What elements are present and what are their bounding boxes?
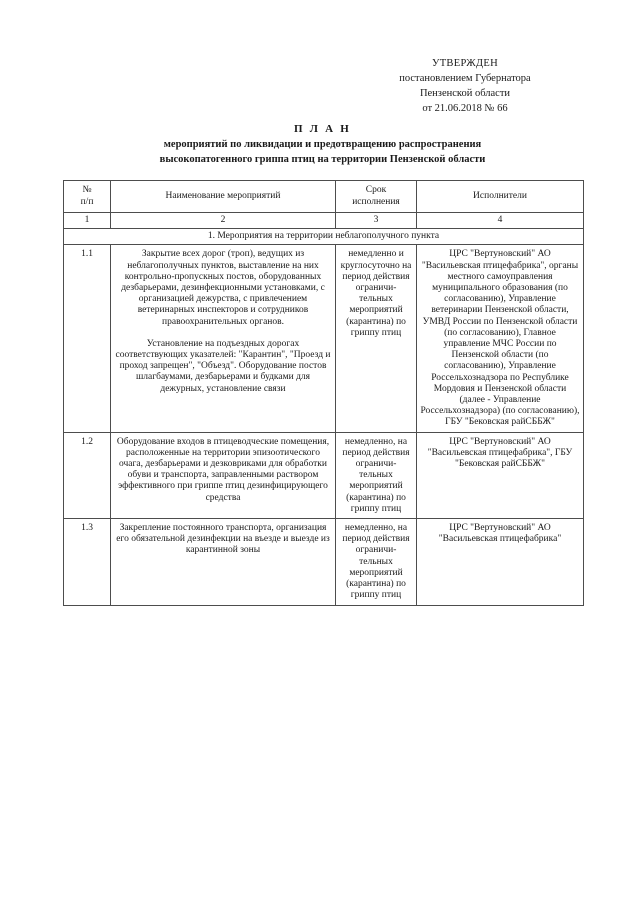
row-term: немедленно и круглосуточно на период действия ограничи-тельных мероприятий (карантина) по гриппу птиц	[336, 245, 417, 432]
row-measure-name	[111, 245, 336, 432]
column-number-1: 1	[64, 213, 111, 229]
row-number: 1.3	[64, 519, 111, 605]
measures-table	[63, 180, 584, 606]
header-cell-number	[64, 181, 111, 213]
approval-date-number: от 21.06.2018 № 66	[422, 103, 508, 114]
approval-block	[340, 56, 590, 116]
measure-paragraph: Закрепление постоянного транспорта, организация его обязательной дезинфекции на въезде и выезде из карантинной зоны	[116, 523, 330, 556]
row-number: 1.2	[64, 432, 111, 518]
page-subtitle-line-2: высокопатогенного гриппа птиц на территории Пензенской области	[159, 154, 486, 165]
page-title: П Л А Н	[294, 123, 351, 135]
section-title: 1. Мероприятия на территории неблагополучного пункта	[64, 229, 584, 245]
row-executors: ЦРС "Вертуновский" АО "Васильевская птицефабрика", органы местного самоуправления муниципального образования (по согласованию), Управление ветеринарии Пензенской области, УМВД России по Пензенской области (по согласованию), Главное управление МЧС России по Пензенской области (по согласованию), Управление Россельхознадзора по Республике Мордовия и Пензенской области (далее - Управление Россельхознадзора) (по согласованию), ГБУ "Бековская райСББЖ"	[417, 245, 584, 432]
header-number-line-2: п/п	[80, 196, 94, 207]
row-executors: ЦРС "Вертуновский" АО "Васильевская птицефабрика", ГБУ "Бековская райСББЖ"	[417, 432, 584, 518]
approval-heading: УТВЕРЖДЕН	[431, 58, 498, 69]
header-cell-term	[336, 181, 417, 213]
column-number-4: 4	[417, 213, 584, 229]
table-section-row	[64, 229, 584, 245]
measure-paragraph: Закрытие всех дорог (троп), ведущих из неблагополучных пунктов, выставление на них контрольно-пропускных постов, оборудованных дезбарьерами, дезинфекционными установками, с организацией дежурства, с привлечением ветеринарных инспекторов и сотрудников правоохранительных органов.	[121, 249, 325, 327]
page-subtitle-line-1: мероприятий по ликвидации и предотвращению распространения	[163, 139, 482, 150]
row-number: 1.1	[64, 245, 111, 432]
row-term: немедленно, на период действия ограничи-тельных мероприятий (карантина) по гриппу птиц	[336, 432, 417, 518]
row-executors: ЦРС "Вертуновский" АО "Васильевская птицефабрика"	[417, 519, 584, 605]
header-cell-executors: Исполнители	[417, 181, 584, 213]
header-number-line-1: №	[82, 185, 92, 195]
table-row	[64, 432, 584, 518]
table-column-numbers-row	[64, 213, 584, 229]
measure-paragraph: Оборудование входов в птицеводческие помещения, расположенные на территории эпизоотического очага, дезбарьерами и дезковриками для обработки обуви и транспорта, заправленными раствором эффективного при гриппе птиц дезинфицирующего средства	[116, 436, 330, 503]
table-header-row	[64, 181, 584, 213]
approval-decree-line: постановлением Губернатора	[399, 73, 531, 84]
header-term-line-1: Срок	[365, 185, 387, 195]
document-title-block	[62, 122, 583, 167]
measure-paragraph: Установление на подъездных дорогах соответствующих указателей: "Карантин", "Проезд и проход запрещен", "Объезд". Оборудование постов шлагбаумами, дезбарьерами и будками для дежурных, установление связи	[115, 338, 331, 394]
approval-region-line: Пензенской области	[419, 88, 511, 99]
column-number-3: 3	[336, 213, 417, 229]
header-cell-name: Наименование мероприятий	[111, 181, 336, 213]
table-row	[64, 245, 584, 432]
table-row	[64, 519, 584, 605]
row-measure-name	[111, 432, 336, 518]
header-term-line-2: исполнения	[352, 196, 400, 207]
row-term: немедленно, на период действия ограничи-тельных мероприятий (карантина) по гриппу птиц	[336, 519, 417, 605]
column-number-2: 2	[111, 213, 336, 229]
row-measure-name	[111, 519, 336, 605]
